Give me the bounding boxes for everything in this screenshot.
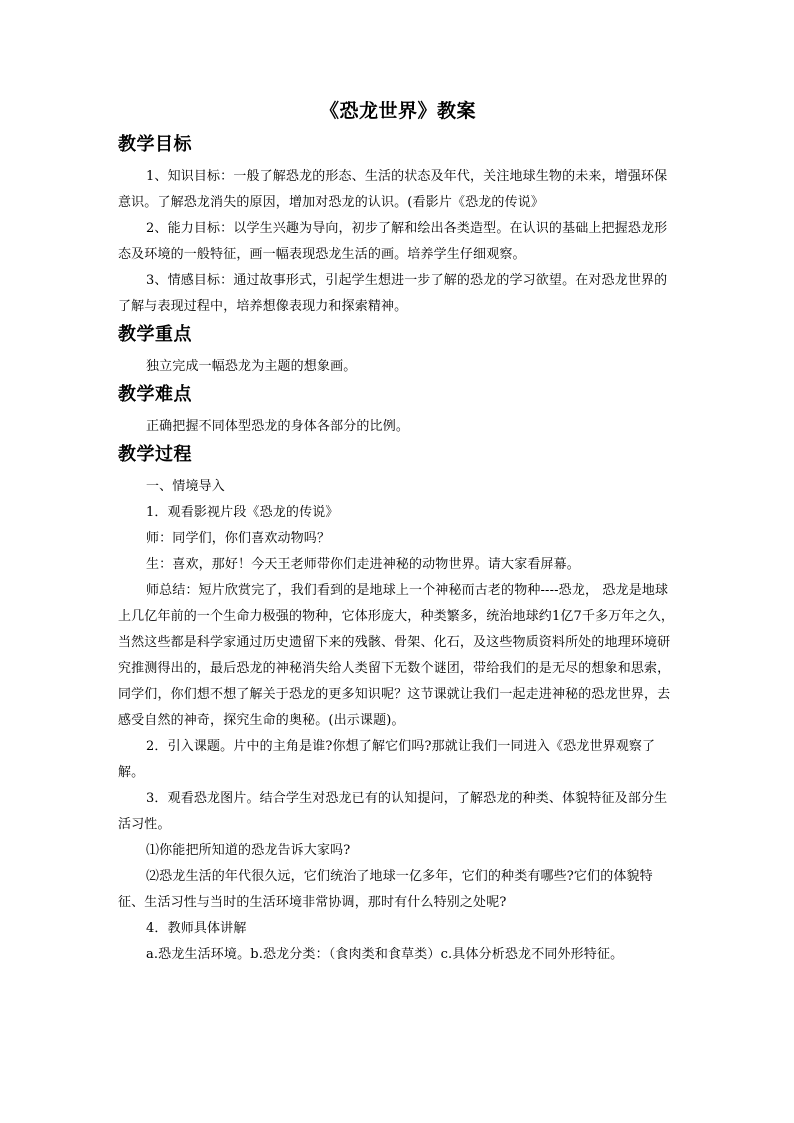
section-teaching-objectives — [118, 132, 678, 320]
section-heading: 教学重点 — [118, 324, 192, 345]
section-teaching-difficulty — [118, 382, 678, 440]
paragraph: 2．引入课题。片中的主角是谁?你想了解它们吗?那就让我们一同进入《恐龙世界观察了解。 — [118, 739, 656, 780]
paragraph: 师总结：短片欣赏完了，我们看到的是地球上一个神秘而古老的物种----恐龙， 恐龙是地球上几亿年前的一个生命力极强的物种，它体形庞大，种类繁多，统治地球约1亿7千多万年之久，当然这些都是科学家通过历史遗留下来的残骸、骨架、化石，及这些物质资料所处的地理环境研究推测得出的，最后恐龙的神秘消失给人类留下无数个谜团，带给我们的是无尽的想象和思索，同学们，你们想不想了解关于恐龙的更多知识呢？这节课就让我们一起走进神秘的恐龙世界，去感受自然的神奇，探究生命的奥秘。(出示课题)。 — [118, 583, 674, 728]
section-teaching-focus — [118, 322, 678, 380]
section-heading: 教学过程 — [118, 444, 192, 465]
paragraph: 一、情境导入 — [146, 479, 225, 494]
paragraph: a.恐龙生活环境。b.恐龙分类：（食肉类和食草类）c.具体分析恐龙不同外形特征。 — [146, 947, 624, 962]
paragraph: 正确把握不同体型恐龙的身体各部分的比例。 — [146, 419, 410, 434]
document-page — [118, 96, 678, 970]
paragraph: ⑵恐龙生活的年代很久远，它们统治了地球一亿多年，它们的种类有哪些?它们的体貌特征、生活习性与当时的生活环境非常协调，那时有什么特别之处呢? — [118, 869, 653, 910]
document-title: 《恐龙世界》教案 — [319, 100, 476, 122]
section-teaching-process — [118, 442, 678, 968]
paragraph: 3、情感目标：通过故事形式，引起学生想进一步了解的恐龙的学习欲望。在对恐龙世界的了解与表现过程中，培养想像表现力和探索精神。 — [118, 273, 668, 314]
paragraph: 生：喜欢，那好！今天王老师带你们走进神秘的动物世界。请大家看屏幕。 — [146, 557, 580, 572]
paragraph: 2、能力目标：以学生兴趣为导向，初步了解和绘出各类造型。在认识的基础上把握恐龙形态及环境的一般特征，画一幅表现恐龙生活的画。培养学生仔细观察。 — [118, 221, 668, 262]
paragraph: 4．教师具体讲解 — [146, 921, 247, 936]
section-heading: 教学目标 — [118, 134, 192, 155]
paragraph: ⑴你能把所知道的恐龙告诉大家吗? — [146, 843, 351, 858]
paragraph: 独立完成一幅恐龙为主题的想象画。 — [146, 359, 357, 374]
section-heading: 教学难点 — [118, 384, 192, 405]
paragraph: 3．观看恐龙图片。结合学生对恐龙已有的认知提问，了解恐龙的种类、体貌特征及部分生活习性。 — [118, 791, 668, 832]
paragraph: 1．观看影视片段《恐龙的传说》 — [146, 505, 339, 520]
paragraph: 师：同学们，你们喜欢动物吗？ — [146, 531, 331, 546]
paragraph: 1、知识目标：一般了解恐龙的形态、生活的状态及年代，关注地球生物的未来，增强环保意识。了解恐龙消失的原因，增加对恐龙的认识。(看影片《恐龙的传说》 — [118, 169, 668, 210]
